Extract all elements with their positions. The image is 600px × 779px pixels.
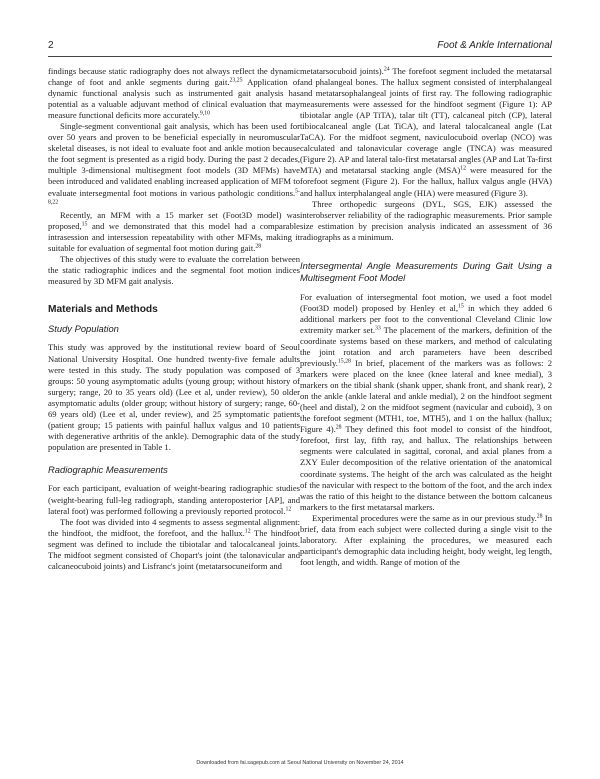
citation: 12 xyxy=(460,165,467,172)
citation: 12 xyxy=(244,528,251,535)
citation: 15,28 xyxy=(337,358,351,365)
paragraph: For each participant, evaluation of weight-bearing radiographic studies (weight-bearing full-leg radiograph, standing anteroposterior [AP], and lateral foot) was performed following a previously reported protocol.$^{12}$ xyxy=(48,483,300,516)
paragraph: findings because static radiography does not always reflect the dynamic change of foot and ankle segments during gait.$^{23,25}$ Application of dynamic functional analysis such as instrumented gait analysis has potential as a valuable adjuvant method of clinical evaluation that may measure functional deficits more accurately.$^{9,10}$ xyxy=(48,66,300,121)
citation: 9,10 xyxy=(199,110,211,117)
paragraph: Single-segment conventional gait analysis, which has been used for over 50 years and proven to be beneficial especially in neuromuscular skeletal diseases, is not ideal to evaluate foot and ankle motion because the foot segment is presented as a rigid body. During the past 2 decades, multiple 3-dimensional multisegment foot models (3D MFMs) have been introduced and validated enabling increased application of MFM to evaluate intersegmental foot motions in various pathologic conditions.$^{5-8,22}$ xyxy=(48,121,300,206)
running-header xyxy=(48,40,552,56)
citation: 28 xyxy=(536,513,543,520)
paragraph: Three orthopedic surgeons (DYL, SGS, EJK) assessed the interobserver reliability of the radiographic measurements. Prior sample size estimation by precision analysis indicated an assessment of 36 radiographs as a minimum. xyxy=(300,198,552,242)
journal-title: Foot & Ankle International xyxy=(437,40,552,51)
citation: 12 xyxy=(285,506,292,513)
citation: 24 xyxy=(383,66,390,73)
left-column xyxy=(48,66,300,572)
citation: 5-8,22 xyxy=(48,188,300,206)
section-heading-methods: Materials and Methods xyxy=(48,303,158,315)
paragraph: Experimental procedures were the same as in our previous study.$^{28}$ In brief, data from each subject were collected during a single visit to the laboratory. After explaining the procedures, we measured each participant's demographic data including height, body weight, leg length, foot length, and width. Range of motion of the xyxy=(300,512,552,567)
right-column xyxy=(300,66,552,568)
subsection-heading-population: Study Population xyxy=(48,322,119,334)
citation: 15 xyxy=(81,221,88,228)
paragraph: This study was approved by the institutional review board of Seoul National University Hospital. One hundred twenty-five female adults were tested in this study. The study population was composed of 3 groups: 50 young asymptomatic adults (young group; without history of surgery; range, 20 to 35 years old) (Lee et al, under review), 50 older asymptomatic adults (older group; without history of surgery; range, 60-69 years old) (Lee et al, under review), and 25 symptomatic patients (patient group; 15 patients with painful hallux valgus and 10 patients with degenerative arthritis of the ankle). Demographic data of the study population are presented in Table 1. xyxy=(48,342,300,452)
subsection-heading-radiographic: Radiographic Measurements xyxy=(48,463,168,475)
header-rule xyxy=(48,56,552,57)
paragraph: For evaluation of intersegmental foot motion, we used a foot model (Foot3D model) proposed by Henley et al,$^{15}$ in which they added 6 additional markers per foot to the conventional Cleveland Clinic low extremity marker set.$^{33}$ The placement of the markers, definition of the coordinate systems based on these markers, and method of calculating the joint rotation and arch parameters have been described previously.$^{15,28}$ In brief, placement of the markers was as follows: 2 markers were placed on the knee (knee lateral and knee medial), 3 markers on the tibial shank (shank upper, shank front, and shank rear), 2 on the ankle (ankle lateral and ankle medial), 2 on the hindfoot segment (heel and distal), 2 on the midfoot segment (navicular and cuboid), 3 on the forefoot segment (MTH1, toe, MTH5), and 1 on the hallux (hallux; Figure 4).$^{28}$ They defined this foot model to consist of the hindfoot, forefoot, first lay, fifth ray, and hallux. The relationships between segments were calculated in sagittal, coronal, and axial planes from a ZXY Euler decomposition of the relative orientation of the anatomical coordinate systems. The height of the arch was calculated as the height of the navicular with respect to the bottom of the foot, and the arch index was the ratio of this height to the distance between the bottom calcaneus markers to the first metatarsal markers. xyxy=(300,291,553,512)
citation: 15 xyxy=(458,303,464,310)
paragraph: metatarsocuboid joints).$^{24}$ The forefoot segment included the metatarsal and phalangeal bones. The hallux segment consisted of interphalangeal and metatarsophalangeal joints of first ray. The following radiographic measurements were assessed for the hindfoot segment (Figure 1): AP tibiotalar angle (AP TiTA), talar tilt (TT), calcaneal pitch (CP), lateral tibiocalcaneal angle (Lat TiCA), and lateral talocalcaneal angle (Lat TaCA). For the midfoot segment, naviculocuboid overlap (NCO) was calculated and talonavicular coverage angle (TNCA) was measured (Figure 2). AP and lateral talo-first metatarsal angles (AP and Lat Ta-first MTA) and metatarsal stacking angle (MSA)$^{12}$ were measured for the forefoot segment (Figure 2). For the hallux, hallux valgus angle (HVA) and hallux interphalangeal angle (HIA) were measured (Figure 3). xyxy=(300,66,552,198)
download-footer: Downloaded from fai.sagepub.com at Seoul National University on November 24, 2014 xyxy=(196,760,404,766)
citation: 28 xyxy=(335,424,342,431)
citation: 23,25 xyxy=(229,77,243,84)
paragraph: The foot was divided into 4 segments to assess segmental alignment: the hindfoot, the midfoot, the forefoot, and the hallux.$^{12}$ The hindfoot segment was defined to include the tibiotalar and talocalcaneal joints. The midfoot segment consisted of Chopart's joint (the talonavicular and calcaneocuboid joints) and Lisfranc's joint (metatarsocuneiform and xyxy=(48,516,300,571)
subsection-heading-intersegmental: Intersegmental Angle Measurements During Gait Using a Multisegment Foot Model xyxy=(300,259,552,284)
footer-link[interactable]: fai.sagepub.com xyxy=(240,760,280,766)
citation: 28 xyxy=(255,243,262,250)
page-number: 2 xyxy=(48,40,54,51)
paragraph: The objectives of this study were to evaluate the correlation between the static radiographic indices and the segmental foot motion indices measured by 3D MFM gait analysis. xyxy=(48,253,300,286)
citation: 33 xyxy=(375,325,381,332)
paragraph: Recently, an MFM with a 15 marker set (Foot3D model) was proposed,$^{15}$ and we demonstrated that this model had a comparable intrasession and intersession repeatability with other MFMs, making it suitable for evaluation of segmental foot motion during gait.$^{28}$ xyxy=(48,209,300,253)
